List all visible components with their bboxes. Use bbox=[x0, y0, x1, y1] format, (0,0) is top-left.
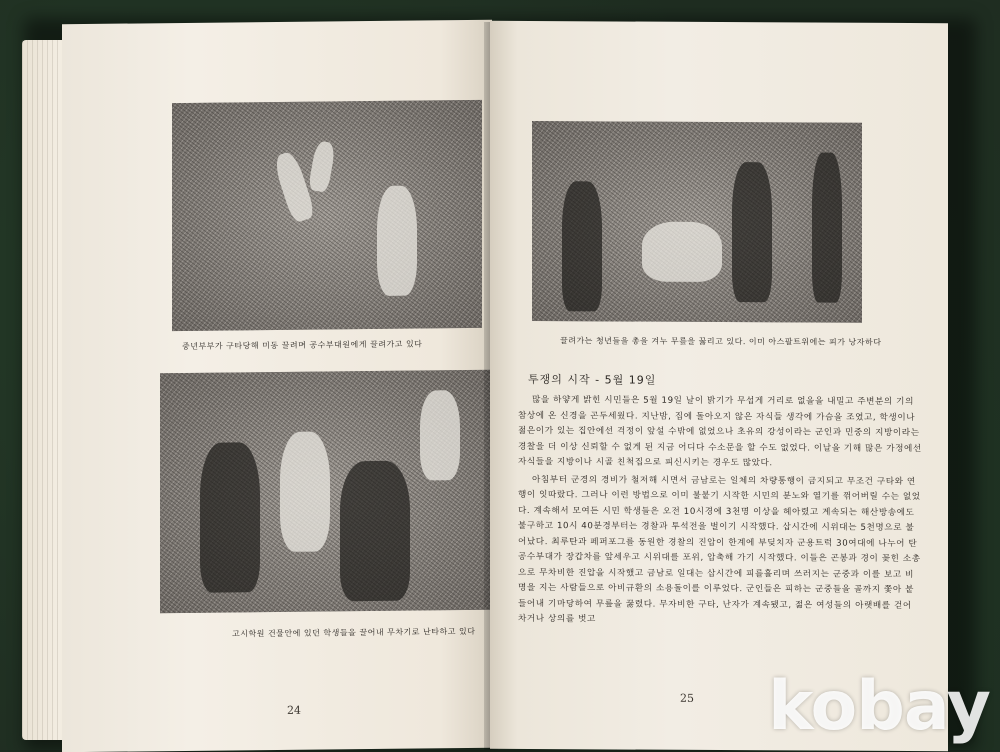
left-top-photo bbox=[172, 100, 482, 331]
photo-figure bbox=[732, 162, 772, 302]
left-bottom-photo-caption: 고시학원 건물안에 있던 학생들을 끌어내 무차기로 난타하고 있다 bbox=[232, 626, 476, 639]
body-paragraph: 많을 하얗게 밝힌 시민들은 5월 19일 날이 밝기가 무섭게 거리로 없을을 내밀고 주변분의 기의 참상에 온 신경을 곤두세웠다. 지난밤, 집에 돌아오지 않은 자식들 생각에 가슴을 조였고, 학생이나 젊은이가 있는 집안에선 걱정이 앞설 수밖에 없었으나 초유의 강성이라는 군인과 민중의 지방이라는 경찰을 더 이상 신뢰할 수 없게 된 지금 어디다 수소문을 할 수도 없었다. 이날을 기해 많은 가정에선 자식들을 지방이나 시골 친척집으로 피신시키는 경우도 많았다. bbox=[518, 395, 922, 469]
photo-figure bbox=[200, 442, 260, 593]
left-page bbox=[62, 20, 492, 752]
page-number-left: 24 bbox=[287, 703, 301, 717]
photo-grain bbox=[172, 100, 482, 331]
photo-figure bbox=[562, 181, 602, 311]
photo-figure bbox=[642, 222, 722, 282]
body-text bbox=[518, 393, 922, 632]
photo-figure bbox=[420, 390, 460, 480]
right-top-photo bbox=[532, 121, 862, 323]
photo-figure bbox=[812, 152, 842, 302]
section-title: 투쟁의 시작 - 5월 19일 bbox=[528, 372, 657, 387]
left-bottom-photo bbox=[160, 370, 490, 613]
right-photo-caption: 끌려가는 청년들을 총을 겨누 무릎을 꿇리고 있다. 이미 아스팔트위에는 피가 낭자하다 bbox=[560, 336, 882, 347]
left-top-photo-caption: 중년부부가 구타당해 미동 끌려며 공수부대원에게 끌려가고 있다 bbox=[182, 339, 423, 351]
body-paragraph: 아침부터 군경의 경비가 철저해 시면서 금남로는 일체의 차량통행이 금지되고 무조건 구타와 연행이 잇따랐다. 그러나 이런 방법으로 이미 불붙기 시작한 시민의 분노와 열기를 꺾어버릴 수는 없었다. 계속해서 모여든 시민 학생들은 오전 10시경에 3천명 이상을 헤아렸고 계속되는 해산방송에도 불구하고 10시 40분경부터는 경찰과 투석전을 벌이기 시작했다. 삽시간에 시위대는 5천명으로 불어났다. 최루탄과 페퍼포그를 동원한 경찰의 진압이 한계에 부딪치자 군용트럭 30여대에 나누어 탄 공수부대가 장갑차를 앞세우고 시위대를 포위, 압축해 가기 시작했다. 이들은 곤봉과 경이 꽂힌 소총으로 무차비한 진압을 시작했고 금남로 일대는 삽시간에 피를흘리며 쓰러지는 군중과 이를 보고 비명을 지는 사람들으로 아비규환의 소용돌이를 이루었다. 군인들은 피하는 군중들을 골까지 쫓아 붙들어내 기마당하여 무릎을 꿇렸다. 무자비한 구타, 난자가 계속됐고, 젊은 여성들의 아랫배를 걷어 차거나 상의를 벗고 bbox=[518, 474, 921, 625]
photo-figure bbox=[340, 461, 410, 602]
right-page bbox=[490, 21, 948, 751]
page-number-right: 25 bbox=[680, 691, 694, 705]
photo-figure bbox=[280, 431, 330, 552]
watermark-logo: kobay bbox=[768, 667, 990, 746]
photo-figure bbox=[377, 186, 417, 296]
